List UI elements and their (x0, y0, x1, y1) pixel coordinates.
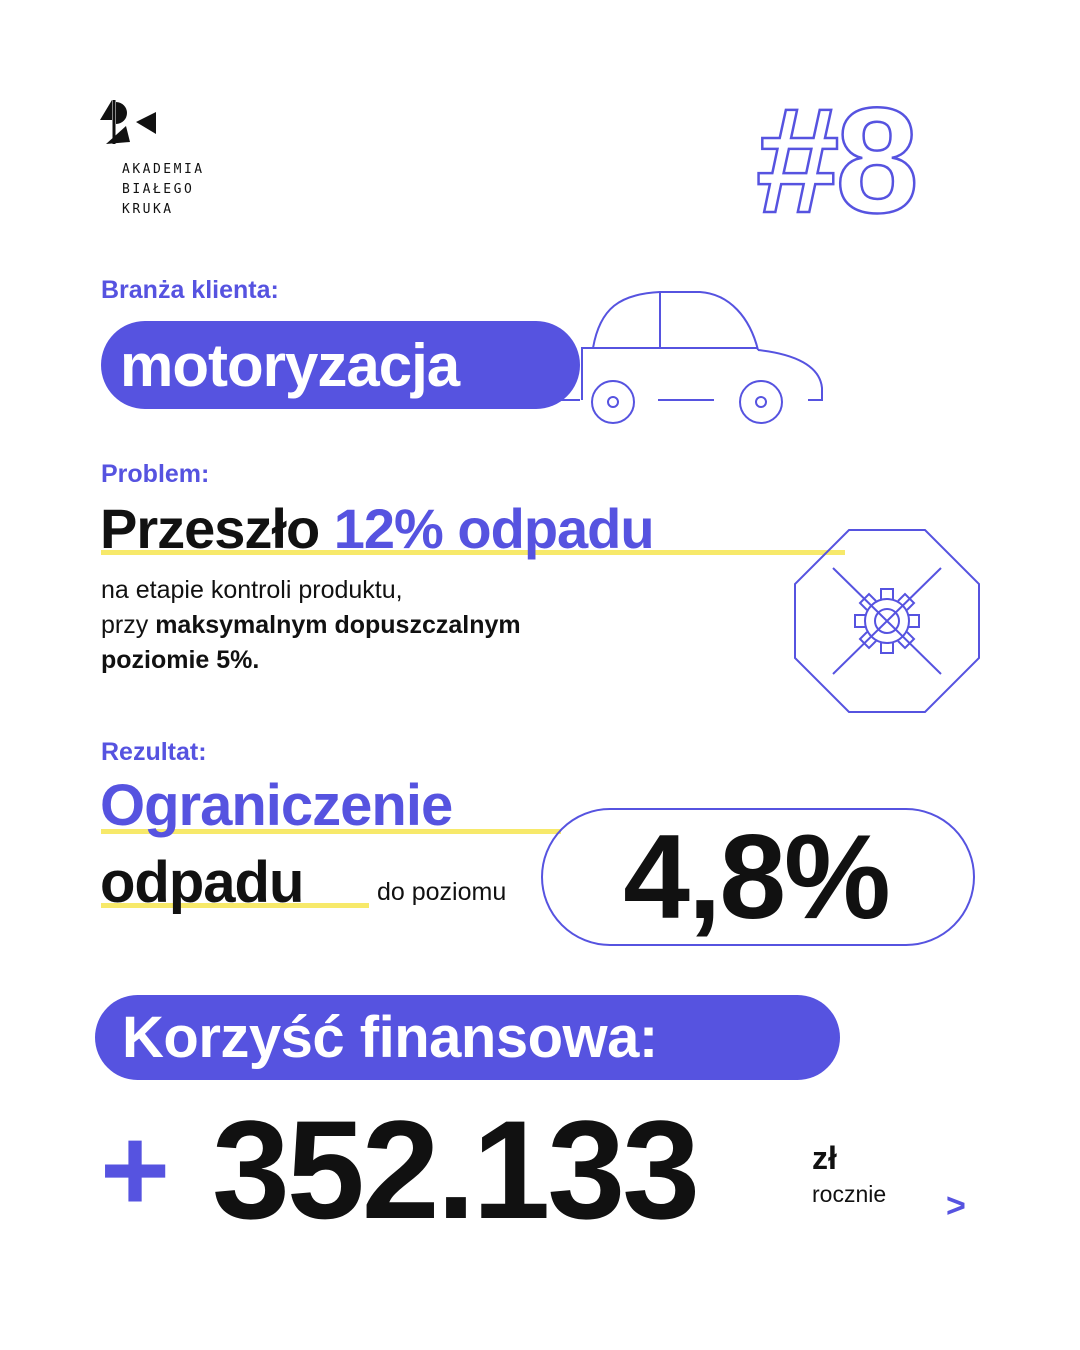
problem-line-3-bold: poziomie 5%. (101, 646, 260, 674)
problem-headline-accent: 12% odpadu (333, 497, 654, 560)
brand-name (122, 160, 205, 220)
benefit-currency: zł (812, 1140, 837, 1176)
problem-description (101, 573, 521, 678)
problem-line-3 (101, 643, 521, 678)
case-number-text: #8 (756, 88, 915, 228)
next-slide-arrow[interactable]: > (946, 1187, 966, 1225)
benefit-period: rocznie (812, 1181, 887, 1207)
problem-label: Problem: (101, 460, 210, 488)
result-label: Rezultat: (101, 738, 207, 766)
result-connector: do poziomu (377, 878, 507, 906)
problem-line-2-bold: maksymalnym dopuszczalnym (155, 611, 521, 639)
result-line-2: odpadu (100, 850, 304, 915)
stop-gear-icon (793, 528, 981, 714)
car-icon (560, 288, 830, 428)
abk-logo-icon (100, 98, 160, 146)
brand-name-line: KRUKA (122, 202, 174, 217)
industry-value: motoryzacja (120, 332, 460, 399)
problem-headline-prefix: Przeszło (100, 497, 320, 560)
problem-headline (100, 497, 654, 561)
result-line-1: Ograniczenie (100, 773, 453, 838)
benefit-sign: + (100, 1103, 171, 1237)
case-number (752, 88, 992, 228)
benefit-amount: 352.133 (212, 1091, 698, 1248)
problem-line-2 (101, 608, 521, 643)
brand-name-line: AKADEMIA (122, 162, 205, 177)
problem-line-2-plain: przy (101, 611, 149, 639)
industry-label: Branża klienta: (101, 276, 279, 304)
result-value: 4,8% (623, 810, 889, 944)
brand-name-line: BIAŁEGO (122, 182, 195, 197)
benefit-label: Korzyść finansowa: (122, 1005, 658, 1070)
problem-line-1: na etapie kontroli produktu, (101, 576, 403, 604)
